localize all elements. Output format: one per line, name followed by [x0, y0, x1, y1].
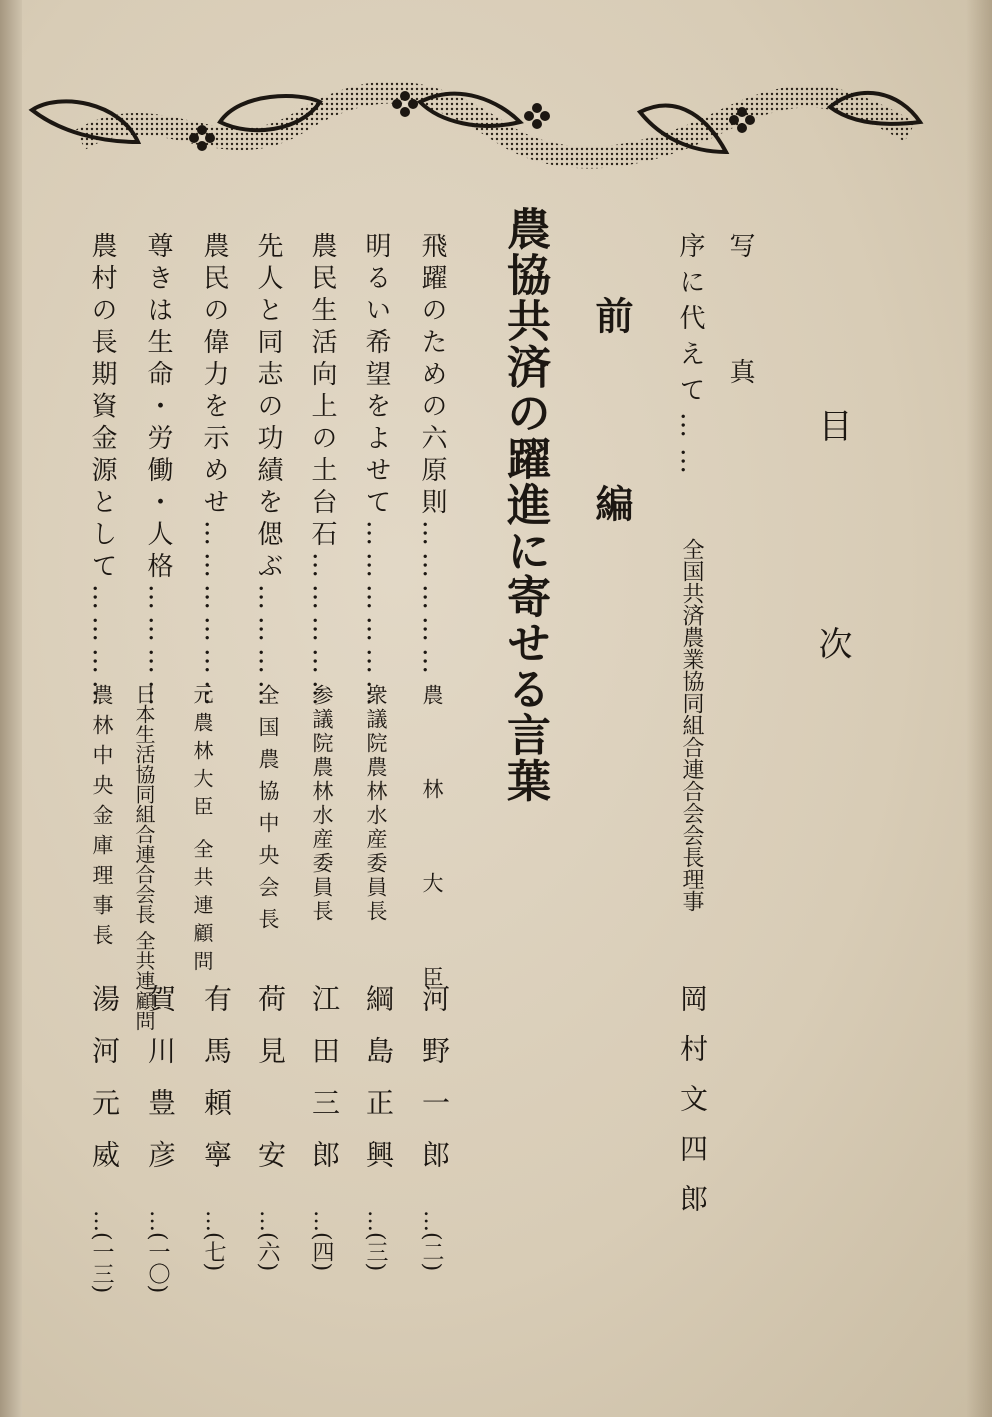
toc-entry-page: …(六): [255, 1210, 280, 1272]
toc-entry-name: 江田三郎: [308, 984, 341, 1192]
toc-entry-name: 荷見 安: [254, 984, 287, 1192]
toc-entry-name: 綱島正興: [362, 984, 395, 1192]
toc-entry-role: 農 林 大 臣: [420, 684, 444, 1013]
toc-entry-role: 参議院農林水産委員長: [310, 684, 334, 924]
preface-author-name: 岡村文四郎: [676, 984, 709, 1234]
front-item-preface[interactable]: 序に代えて……: [675, 232, 705, 484]
toc-heading: 目 次: [812, 408, 852, 735]
toc-entry-name: 有馬頼寧: [200, 984, 233, 1192]
toc-entry-page: …(一三): [89, 1210, 114, 1294]
toc-entry-name: 河野一郎: [418, 984, 451, 1192]
toc-entry-name: 湯河元威: [88, 984, 121, 1192]
toc-entry-title[interactable]: 農村の長期資金源として…………: [87, 232, 117, 712]
book-spine-shadow: [0, 0, 22, 1417]
toc-entry-title[interactable]: 先人と同志の功績を偲ぶ…………: [253, 232, 283, 712]
toc-entry-role: 農林中央金庫理事長: [90, 684, 114, 954]
section-title: 農協共済の躍進に寄せる言葉: [499, 206, 550, 804]
toc-entry-page: …(一〇): [145, 1210, 170, 1294]
toc-entry-title[interactable]: 明るい希望をよせて………………: [361, 232, 391, 712]
flower-ornament-icon: [524, 103, 550, 129]
preface-author-role: 全国共済農業協同組合連合会会長理事: [679, 538, 704, 912]
toc-entry-title[interactable]: 農民生活向上の土台石……………: [307, 232, 337, 712]
toc-entry-role: 全国農協中央会長: [256, 684, 280, 940]
toc-entry-page: …(四): [309, 1210, 334, 1272]
toc-entry-page: …(二): [419, 1210, 444, 1272]
toc-entry-title[interactable]: 尊きは生命・労働・人格…………: [143, 232, 173, 712]
toc-entry-title[interactable]: 飛躍のための六原則……………: [417, 232, 447, 680]
toc-entry-page: …(三): [363, 1210, 388, 1272]
toc-entry-page: …(七): [201, 1210, 226, 1272]
part-title: 前 編: [589, 296, 634, 578]
toc-entry-name: 賀川豊彦: [144, 984, 177, 1192]
toc-entry-role: 衆議院農林水産委員長: [364, 684, 388, 924]
decorative-leaf-border: [20, 82, 930, 172]
toc-entry-role: 日本生活協同組合連合会長 全共連顧問: [132, 684, 156, 1031]
toc-entry-title[interactable]: 農民の偉力を示めせ………………: [199, 232, 229, 712]
front-item-photos[interactable]: 写 真: [725, 232, 755, 400]
page-edge-shadow: [966, 0, 992, 1417]
toc-entry-role: 元農林大臣 全共連顧問: [190, 684, 214, 979]
